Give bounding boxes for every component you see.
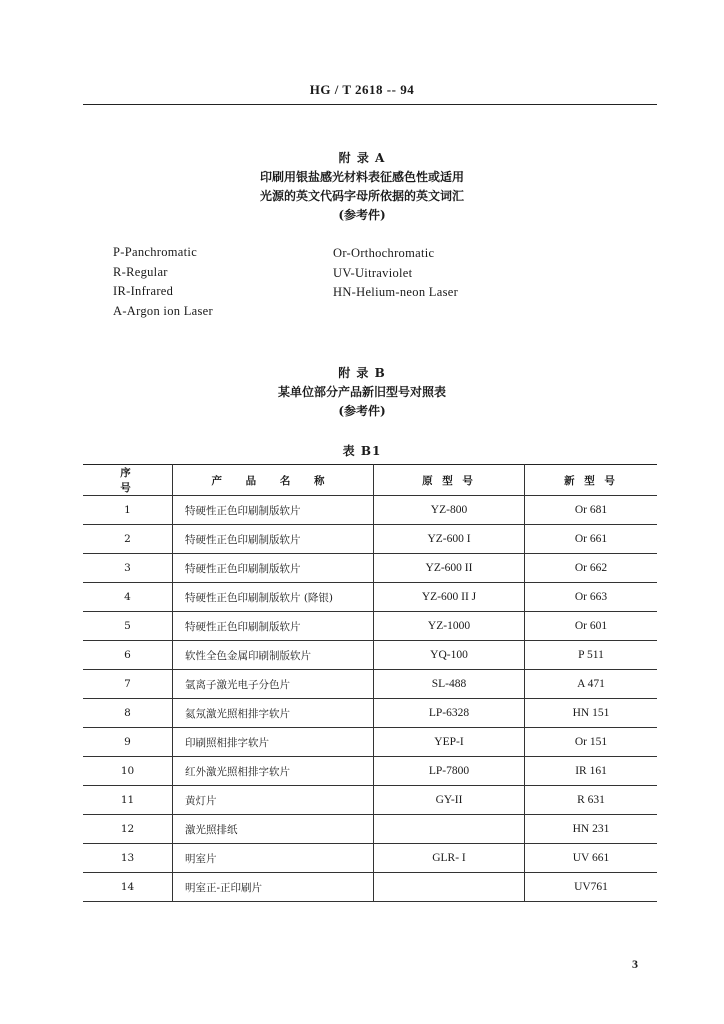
cell-name: 软性全色金属印刷制版软片: [173, 641, 374, 670]
table-row: [83, 699, 657, 728]
cell-old-model: YZ-800: [374, 496, 525, 525]
header-name: 产 品 名 称: [173, 465, 374, 496]
cell-name: 明室正-正印刷片: [173, 873, 374, 902]
table-header-row: [83, 465, 657, 496]
cell-old-model: YZ-1000: [374, 612, 525, 641]
cell-old-model: YZ-600 II J: [374, 583, 525, 612]
page-number: 3: [632, 957, 638, 971]
cell-name: 印刷照相排字软片: [173, 728, 374, 757]
cell-new-model: Or 663: [525, 583, 658, 612]
header-new-model: 新 型 号: [525, 465, 658, 496]
appendix-a-note: (参考件): [338, 208, 386, 222]
standard-code: HG / T 2618 -- 94: [309, 82, 415, 97]
header-no: 序 号: [83, 465, 173, 496]
cell-new-model: Or 662: [525, 554, 658, 583]
cell-name: 明室片: [173, 844, 374, 873]
terms-right-column: [333, 244, 458, 303]
header-old-model: 原 型 号: [374, 465, 525, 496]
cell-old-model: LP-7800: [374, 757, 525, 786]
appendix-a-title-line2: 光源的英文代码字母所依据的英文词汇: [259, 189, 464, 203]
cell-name: 激光照排纸: [173, 815, 374, 844]
table-row: [83, 873, 657, 902]
cell-name: 氦氖激光照相排字软片: [173, 699, 374, 728]
table-row: [83, 757, 657, 786]
cell-old-model: SL-488: [374, 670, 525, 699]
appendix-b-title: 某单位部分产品新旧型号对照表: [277, 385, 446, 399]
cell-old-model: [374, 815, 525, 844]
cell-new-model: HN 151: [525, 699, 658, 728]
terms-left-column: [113, 243, 213, 321]
term-item: R-Regular: [113, 264, 168, 279]
cell-new-model: Or 661: [525, 525, 658, 554]
cell-new-model: IR 161: [525, 757, 658, 786]
header-rule: [83, 104, 657, 105]
term-item: IR-Infrared: [113, 284, 174, 298]
cell-old-model: YZ-600 I: [374, 525, 525, 554]
model-comparison-table: [83, 464, 657, 902]
table-body: [83, 496, 657, 902]
cell-old-model: GY-II: [374, 786, 525, 815]
term-item: HN-Helium-neon Laser: [333, 285, 459, 299]
table-row: [83, 612, 657, 641]
table-row: [83, 786, 657, 815]
term-item: A-Argon ion Laser: [113, 303, 213, 318]
appendix-a-label: 附 录 A: [338, 151, 386, 165]
cell-new-model: HN 231: [525, 815, 658, 844]
appendix-a-title-line1: 印刷用银盐感光材料表征感色性或适用: [259, 170, 464, 184]
cell-no: 5: [83, 612, 173, 641]
table-row: [83, 728, 657, 757]
cell-no: 2: [83, 525, 173, 554]
table-row: [83, 554, 657, 583]
term-item: P-Panchromatic: [113, 245, 198, 259]
cell-name: 特硬性正色印刷制版软片 (降银): [173, 583, 374, 612]
cell-new-model: Or 601: [525, 612, 658, 641]
appendix-b-label: 附 录 B: [338, 366, 386, 380]
cell-new-model: Or 681: [525, 496, 658, 525]
term-item: Or-Orthochromatic: [333, 246, 435, 260]
cell-no: 6: [83, 641, 173, 670]
table-row: [83, 496, 657, 525]
cell-no: 8: [83, 699, 173, 728]
cell-name: 特硬性正色印刷制版软片: [173, 554, 374, 583]
cell-old-model: YZ-600 II: [374, 554, 525, 583]
table-row: [83, 525, 657, 554]
cell-no: 7: [83, 670, 173, 699]
cell-old-model: YEP-I: [374, 728, 525, 757]
cell-old-model: YQ-100: [374, 641, 525, 670]
cell-no: 1: [83, 496, 173, 525]
cell-name: 特硬性正色印刷制版软片: [173, 612, 374, 641]
cell-name: 氩离子激光电子分色片: [173, 670, 374, 699]
cell-name: 红外激光照相排字软片: [173, 757, 374, 786]
cell-no: 12: [83, 815, 173, 844]
cell-new-model: P 511: [525, 641, 658, 670]
cell-name: 黄灯片: [173, 786, 374, 815]
cell-old-model: [374, 873, 525, 902]
cell-no: 10: [83, 757, 173, 786]
cell-new-model: A 471: [525, 670, 658, 699]
table-row: [83, 641, 657, 670]
cell-no: 3: [83, 554, 173, 583]
cell-name: 特硬性正色印刷制版软片: [173, 525, 374, 554]
cell-old-model: LP-6328: [374, 699, 525, 728]
cell-no: 4: [83, 583, 173, 612]
table-row: [83, 670, 657, 699]
term-item: UV-Uitraviolet: [333, 265, 413, 280]
cell-name: 特硬性正色印刷制版软片: [173, 496, 374, 525]
appendix-b-note: (参考件): [338, 404, 386, 418]
cell-old-model: GLR- I: [374, 844, 525, 873]
table-row: [83, 583, 657, 612]
table-row: [83, 844, 657, 873]
cell-new-model: Or 151: [525, 728, 658, 757]
cell-no: 14: [83, 873, 173, 902]
cell-no: 9: [83, 728, 173, 757]
cell-new-model: R 631: [525, 786, 658, 815]
cell-new-model: UV 661: [525, 844, 658, 873]
cell-new-model: UV761: [525, 873, 658, 902]
cell-no: 13: [83, 844, 173, 873]
table-caption: 表 B1: [342, 444, 382, 458]
cell-no: 11: [83, 786, 173, 815]
table-row: [83, 815, 657, 844]
